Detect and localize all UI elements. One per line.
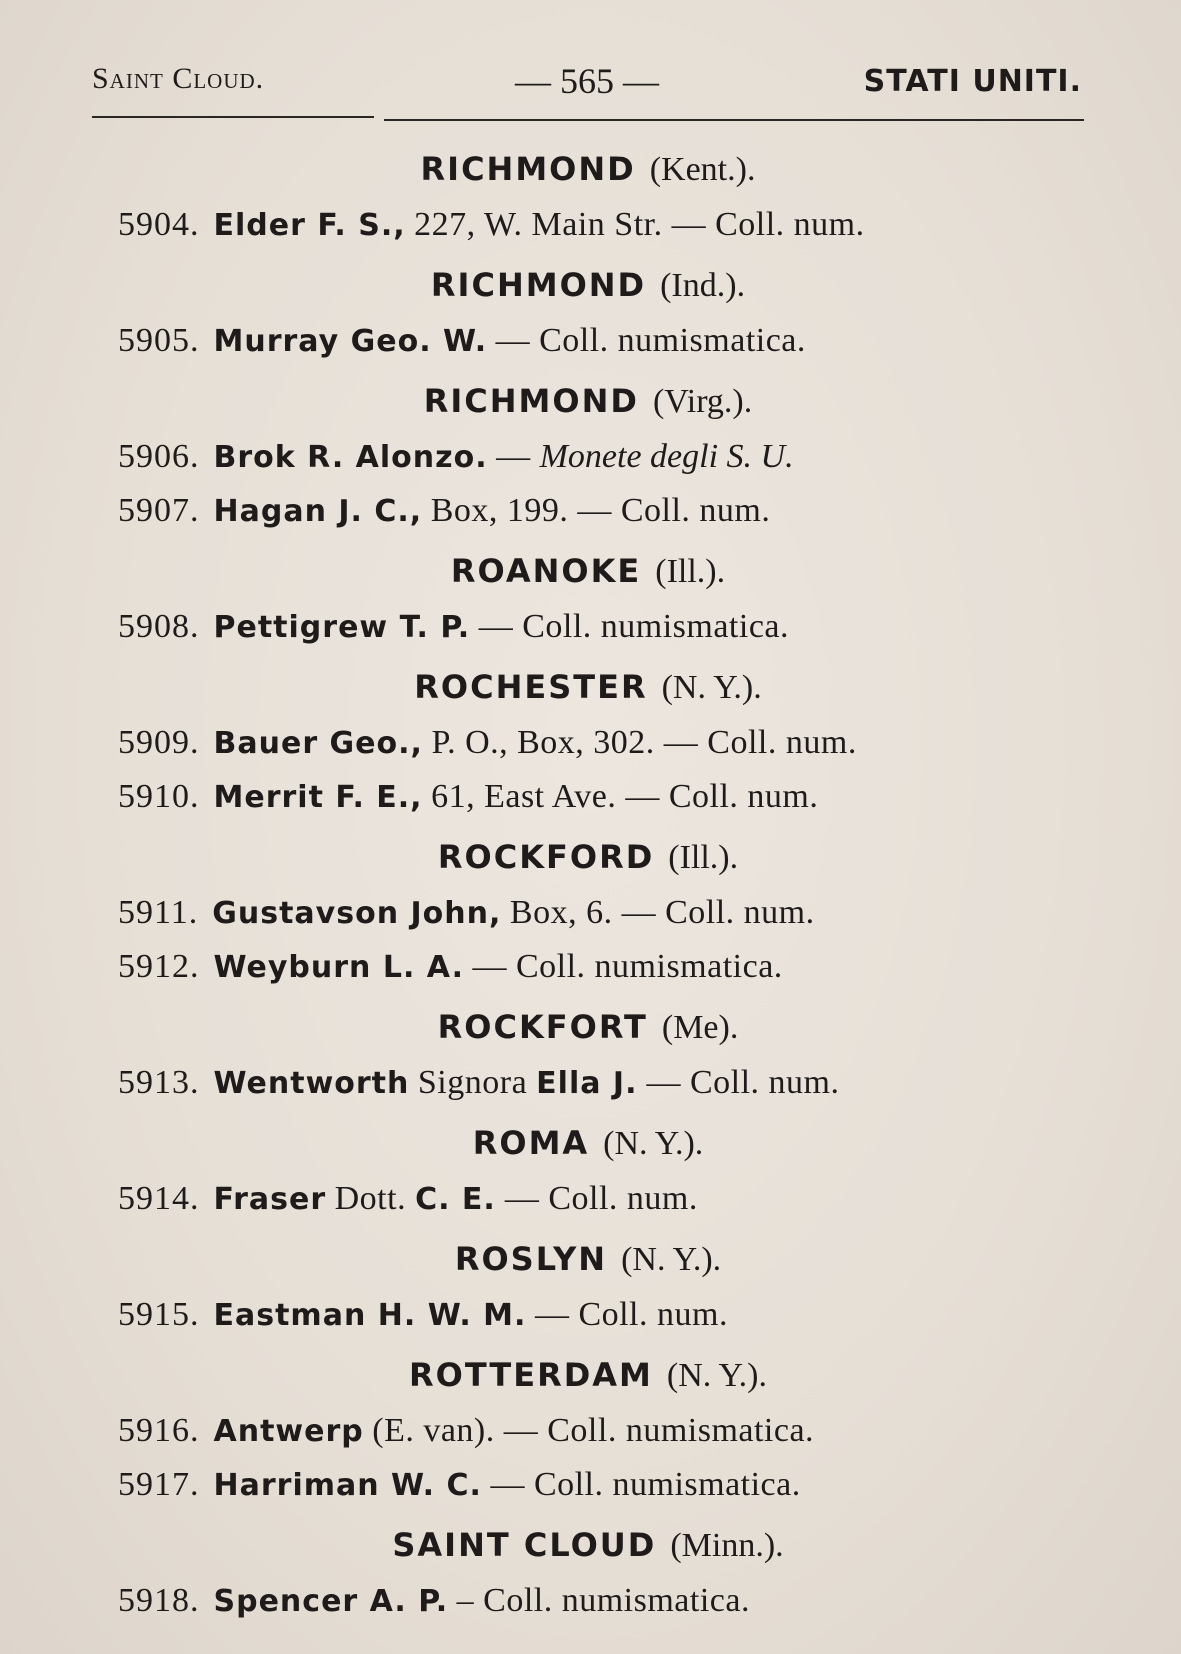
entry-details: – Coll. numismatica. — [456, 1582, 750, 1619]
city-name: ROANOKE — [450, 552, 642, 590]
entry-number: 5904. — [118, 206, 200, 243]
entry-number: 5913. — [118, 1064, 200, 1101]
city-state: (Kent.). — [649, 151, 756, 188]
city-heading — [118, 1346, 1018, 1404]
entry-name: Merrit F. E., — [213, 780, 423, 815]
city-heading — [118, 828, 1018, 886]
entry-name: Murray Geo. W. — [213, 324, 488, 359]
entry-number: 5912. — [118, 948, 200, 985]
city-heading — [118, 1516, 1018, 1574]
city-heading — [118, 998, 1018, 1056]
city-name: SAINT CLOUD — [392, 1526, 657, 1564]
city-name: ROCHESTER — [414, 668, 648, 706]
entry-details: — Coll. numismatica. — [472, 948, 783, 985]
directory-entry — [118, 314, 1018, 368]
entry-number: 5914. — [118, 1180, 200, 1217]
entry-number: 5907. — [118, 492, 200, 529]
directory-entry — [118, 1404, 1018, 1458]
entry-name: Harriman W. C. — [213, 1468, 482, 1503]
entry-details: — Coll. numismatica. — [490, 1466, 801, 1503]
section-gap — [118, 1628, 1018, 1632]
entry-name: Hagan J. C., — [213, 494, 423, 529]
city-name: ROSLYN — [454, 1240, 608, 1278]
directory-entry — [118, 716, 1018, 770]
city-state: (N. Y.). — [603, 1125, 704, 1162]
directory-listing — [118, 140, 1018, 1632]
directory-entry — [118, 430, 1018, 484]
city-state: (N. Y.). — [666, 1357, 767, 1394]
entry-name: Elder F. S., — [213, 208, 406, 243]
entry-details: — — [496, 438, 540, 475]
entry-title-italic: Monete degli S. U. — [539, 438, 794, 475]
entry-details: (E. van). — Coll. numismatica. — [372, 1412, 815, 1449]
city-state: (Minn.). — [670, 1527, 784, 1564]
entry-details: — Coll. num. — [534, 1296, 728, 1333]
entry-name: Antwerp — [213, 1414, 364, 1449]
entry-details: P. O., Box, 302. — Coll. num. — [431, 724, 857, 761]
entry-number: 5917. — [118, 1466, 200, 1503]
city-name: ROCKFORD — [437, 838, 655, 876]
entry-name-continued: Ella J. — [536, 1066, 638, 1101]
city-state: (Me). — [661, 1009, 739, 1046]
city-state: (N. Y.). — [661, 669, 762, 706]
city-name: RICHMOND — [420, 150, 636, 188]
entry-details: 61, East Ave. — Coll. num. — [431, 778, 819, 815]
city-heading — [118, 1230, 1018, 1288]
entry-details-continued: — Coll. num. — [495, 1180, 698, 1217]
entry-details: Dott. — [334, 1180, 416, 1217]
directory-entry — [118, 1172, 1018, 1226]
city-state: (Ill.). — [655, 553, 726, 590]
entry-name: Wentworth — [213, 1066, 410, 1101]
entry-number: 5911. — [118, 894, 199, 931]
entry-number: 5909. — [118, 724, 200, 761]
entry-details: Box, 6. — Coll. num. — [509, 894, 815, 931]
city-heading — [118, 658, 1018, 716]
city-state: (Virg.). — [652, 383, 753, 420]
directory-entry — [118, 484, 1018, 538]
entry-name: Brok R. Alonzo. — [213, 440, 488, 475]
entry-name: Gustavson John, — [212, 896, 502, 931]
entry-number: 5915. — [118, 1296, 200, 1333]
header-rule-right — [384, 119, 1084, 121]
directory-entry — [118, 198, 1018, 252]
city-state: (Ind.). — [660, 267, 746, 304]
directory-entry — [118, 770, 1018, 824]
entry-name: Eastman H. W. M. — [213, 1298, 527, 1333]
entry-details: Signora — [417, 1064, 537, 1101]
city-name: ROMA — [472, 1124, 590, 1162]
city-heading — [118, 372, 1018, 430]
entry-name: Bauer Geo., — [213, 726, 423, 761]
entry-name: Pettigrew T. P. — [213, 610, 471, 645]
city-name: RICHMOND — [430, 266, 647, 304]
city-state: (Ill.). — [668, 839, 739, 876]
city-heading — [118, 140, 1018, 198]
entry-number: 5906. — [118, 438, 200, 475]
city-heading — [118, 256, 1018, 314]
entry-name-continued: C. E. — [415, 1182, 496, 1217]
city-name: ROCKFORT — [437, 1008, 648, 1046]
entry-name: Fraser — [213, 1182, 327, 1217]
entry-number: 5916. — [118, 1412, 200, 1449]
directory-entry — [118, 940, 1018, 994]
entry-details: — Coll. numismatica. — [478, 608, 790, 645]
page-header — [92, 60, 1082, 120]
directory-entry — [118, 1574, 1018, 1628]
entry-name: Weyburn L. A. — [213, 950, 464, 985]
entry-details: — Coll. numismatica. — [495, 322, 806, 359]
entry-details: Box, 199. — Coll. num. — [430, 492, 771, 529]
directory-entry — [118, 1288, 1018, 1342]
directory-entry — [118, 886, 1018, 940]
entry-details-continued: — Coll. num. — [637, 1064, 840, 1101]
entry-number: 5910. — [118, 778, 200, 815]
running-head-left: Saint Cloud. — [92, 62, 265, 95]
city-name: ROTTERDAM — [408, 1356, 653, 1394]
city-heading — [118, 1114, 1018, 1172]
entry-number: 5918. — [118, 1582, 200, 1619]
header-rule-left — [92, 116, 374, 118]
entry-number: 5908. — [118, 608, 200, 645]
entry-details: 227, W. Main Str. — Coll. num. — [414, 206, 865, 243]
entry-number: 5905. — [118, 322, 200, 359]
running-head-right: STATI UNITI. — [863, 64, 1082, 99]
directory-entry — [118, 600, 1018, 654]
directory-entry — [118, 1458, 1018, 1512]
directory-entry — [118, 1056, 1018, 1110]
city-state: (N. Y.). — [621, 1241, 722, 1278]
page-number: — 565 — — [515, 61, 659, 101]
city-heading — [118, 542, 1018, 600]
entry-name: Spencer A. P. — [213, 1584, 449, 1619]
city-name: RICHMOND — [423, 382, 639, 420]
